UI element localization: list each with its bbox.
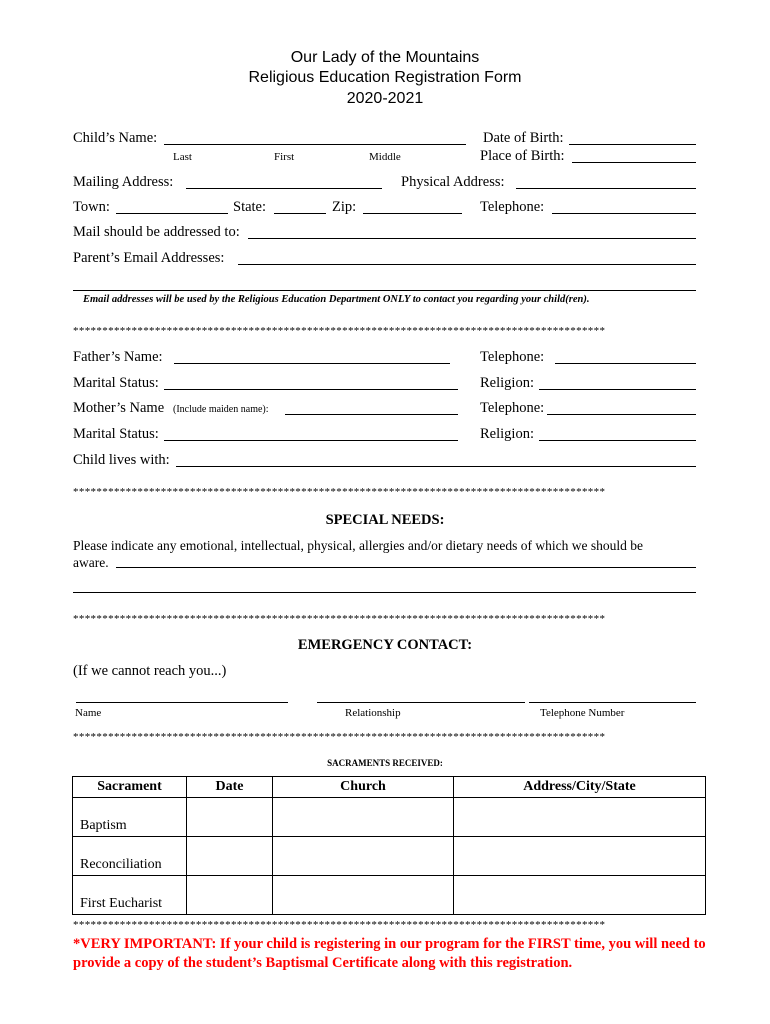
child-name-label: Child’s Name: bbox=[73, 130, 158, 146]
important-notice: *VERY IMPORTANT: If your child is registering in our program for the FIRST time, you will need to provide a copy of the student’s Baptismal Certificate along with this registration. bbox=[73, 936, 706, 971]
town-label: Town: bbox=[73, 199, 110, 215]
emergency-telephone-caption: Telephone Number bbox=[540, 707, 625, 719]
column-header-sacrament: Sacrament bbox=[73, 777, 187, 798]
marital-status-field-2[interactable] bbox=[164, 440, 458, 441]
pob-field[interactable] bbox=[572, 162, 696, 163]
reconciliation-church-cell[interactable] bbox=[273, 837, 454, 876]
separator-4: ******************************************************************************************* bbox=[73, 731, 606, 743]
mail-to-field[interactable] bbox=[248, 238, 696, 239]
child-name-field[interactable] bbox=[164, 144, 466, 145]
zip-label: Zip: bbox=[332, 199, 357, 215]
pob-label: Place of Birth: bbox=[480, 148, 565, 164]
physical-address-label: Physical Address: bbox=[401, 174, 505, 190]
sacrament-reconciliation: Reconciliation bbox=[73, 837, 187, 876]
religion-label-2: Religion: bbox=[480, 426, 534, 442]
marital-status-field-1[interactable] bbox=[164, 389, 458, 390]
special-needs-heading: SPECIAL NEEDS: bbox=[325, 512, 445, 528]
sacrament-first-eucharist: First Eucharist bbox=[73, 876, 187, 915]
baptism-date-cell[interactable] bbox=[187, 798, 273, 837]
mailing-address-label: Mailing Address: bbox=[73, 174, 174, 190]
email-field[interactable] bbox=[238, 264, 696, 265]
separator-2: ******************************************************************************************* bbox=[73, 486, 606, 498]
religion-field-1[interactable] bbox=[539, 389, 696, 390]
dob-label: Date of Birth: bbox=[483, 130, 564, 146]
eucharist-address-cell[interactable] bbox=[454, 876, 706, 915]
mother-telephone-field[interactable] bbox=[547, 414, 696, 415]
state-field[interactable] bbox=[274, 213, 326, 214]
baptism-address-cell[interactable] bbox=[454, 798, 706, 837]
mother-name-hint: (Include maiden name): bbox=[173, 404, 269, 415]
religion-label-1: Religion: bbox=[480, 375, 534, 391]
sacrament-baptism: Baptism bbox=[73, 798, 187, 837]
mother-name-label: Mother’s Name bbox=[73, 400, 165, 416]
religion-field-2[interactable] bbox=[539, 440, 696, 441]
separator-1: ******************************************************************************************* bbox=[73, 325, 606, 337]
marital-status-label-1: Marital Status: bbox=[73, 375, 159, 391]
lives-with-label: Child lives with: bbox=[73, 452, 170, 468]
father-telephone-label: Telephone: bbox=[480, 349, 545, 365]
form-year: 2020-2021 bbox=[346, 90, 424, 107]
table-row bbox=[73, 798, 706, 837]
middle-name-caption: Middle bbox=[369, 151, 401, 163]
telephone-field[interactable] bbox=[552, 213, 696, 214]
email-note: Email addresses will be used by the Religious Education Department ONLY to contact you regarding your child(ren). bbox=[83, 294, 590, 305]
mail-to-label: Mail should be addressed to: bbox=[73, 224, 240, 240]
email-label: Parent’s Email Addresses: bbox=[73, 250, 225, 266]
father-name-field[interactable] bbox=[174, 363, 450, 364]
table-row bbox=[73, 876, 706, 915]
column-header-church: Church bbox=[273, 777, 454, 798]
zip-field[interactable] bbox=[363, 213, 462, 214]
column-header-address: Address/City/State bbox=[454, 777, 706, 798]
separator-3: ******************************************************************************************* bbox=[73, 613, 606, 625]
reconciliation-date-cell[interactable] bbox=[187, 837, 273, 876]
father-name-label: Father’s Name: bbox=[73, 349, 163, 365]
mailing-address-field[interactable] bbox=[186, 188, 382, 189]
reconciliation-address-cell[interactable] bbox=[454, 837, 706, 876]
first-name-caption: First bbox=[274, 151, 295, 163]
emergency-subtitle: (If we cannot reach you...) bbox=[73, 663, 227, 679]
emergency-relationship-field[interactable] bbox=[317, 702, 525, 703]
emergency-relationship-caption: Relationship bbox=[345, 707, 401, 719]
father-telephone-field[interactable] bbox=[555, 363, 696, 364]
sacraments-table bbox=[72, 776, 706, 915]
eucharist-date-cell[interactable] bbox=[187, 876, 273, 915]
separator-5: ******************************************************************************************* bbox=[73, 919, 606, 931]
form-subtitle: Religious Education Registration Form bbox=[248, 69, 522, 86]
last-name-caption: Last bbox=[173, 151, 192, 163]
table-row bbox=[73, 837, 706, 876]
special-needs-text-2: aware. bbox=[73, 555, 109, 570]
physical-address-field[interactable] bbox=[516, 188, 696, 189]
telephone-label: Telephone: bbox=[480, 199, 545, 215]
special-needs-field-2[interactable] bbox=[73, 592, 696, 593]
emergency-name-caption: Name bbox=[75, 707, 102, 719]
lives-with-field[interactable] bbox=[176, 466, 696, 467]
state-label: State: bbox=[233, 199, 267, 215]
mother-name-field[interactable] bbox=[285, 414, 458, 415]
email-field-line-2[interactable] bbox=[73, 290, 696, 291]
column-header-date: Date bbox=[187, 777, 273, 798]
sacraments-heading: SACRAMENTS RECEIVED: bbox=[327, 758, 443, 768]
sacraments-header-row bbox=[73, 777, 706, 798]
dob-field[interactable] bbox=[569, 144, 696, 145]
special-needs-field[interactable] bbox=[116, 567, 696, 568]
emergency-name-field[interactable] bbox=[76, 702, 288, 703]
special-needs-text: Please indicate any emotional, intellectual, physical, allergies and/or dietary needs of which we should be bbox=[73, 538, 643, 553]
town-field[interactable] bbox=[116, 213, 228, 214]
emergency-contact-heading: EMERGENCY CONTACT: bbox=[297, 637, 473, 653]
mother-telephone-label: Telephone: bbox=[480, 400, 545, 416]
form-title: Our Lady of the Mountains bbox=[290, 49, 480, 66]
baptism-church-cell[interactable] bbox=[273, 798, 454, 837]
marital-status-label-2: Marital Status: bbox=[73, 426, 159, 442]
eucharist-church-cell[interactable] bbox=[273, 876, 454, 915]
emergency-telephone-field[interactable] bbox=[529, 702, 696, 703]
